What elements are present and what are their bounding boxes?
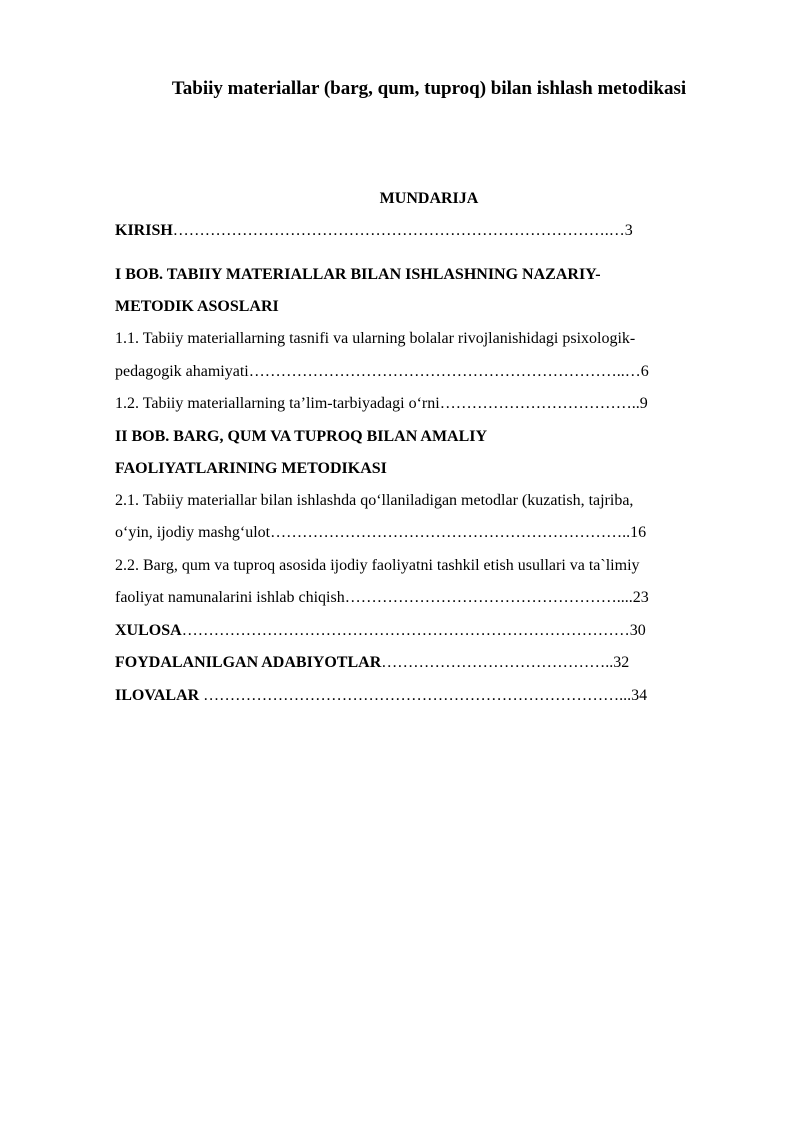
- toc-entry-label: KIRISH: [115, 222, 173, 239]
- toc-entry-leader: …………………………………………………………………………30: [181, 622, 646, 639]
- toc-entry-label: XULOSA: [115, 622, 182, 639]
- toc-entry-appendices: [115, 685, 647, 707]
- toc-section-2-2-line-1: 2.2. Barg, qum va tuproq asosida ijodiy faoliyatni tashkil etish usullari va ta`limiy: [115, 557, 640, 574]
- toc-section-1-1-line-1: 1.1. Tabiiy materiallarning tasnifi va ularning bolalar rivojlanishidagi psixologik-: [115, 330, 636, 347]
- toc-section-2-2-line-2: faoliyat namunalarini ishlab chiqish……………………………………………....23: [115, 589, 649, 606]
- toc-heading: MUNDARIJA: [379, 190, 479, 207]
- document-title: Tabiiy materiallar (barg, qum, tuproq) bilan ishlash metodikasi: [171, 78, 687, 99]
- toc-entry-leader: ……………………………………………………………………...34: [199, 687, 648, 704]
- toc-section-1-1-line-2: pedagogik ahamiyati……………………………………………………………..…6: [115, 363, 649, 380]
- toc-chapter-2-line-2: FAOLIYATLARINING METODIKASI: [115, 460, 387, 477]
- toc-chapter-1-line-1: I BOB. TABIIY MATERIALLAR BILAN ISHLASHNING NAZARIY-: [115, 266, 601, 283]
- toc-entry-label: ILOVALAR: [115, 687, 200, 704]
- toc-section-1-2: 1.2. Tabiiy materiallarning ta’lim-tarbiyadagi o‘rni………………………………..9: [115, 395, 648, 412]
- toc-entry-leader: ……………………………………………………………………….…3: [172, 222, 633, 239]
- toc-section-2-1-line-2: o‘yin, ijodiy mashg‘ulot…………………………………………………………..16: [115, 524, 647, 541]
- toc-entry-leader: ……………………………………..32: [381, 654, 630, 671]
- toc-entry-label: FOYDALANILGAN ADABIYOTLAR: [115, 654, 382, 671]
- toc-entry-kirish: [115, 220, 633, 242]
- toc-chapter-1-line-2: METODIK ASOSLARI: [115, 298, 279, 315]
- toc-chapter-2-line-1: II BOB. BARG, QUM VA TUPROQ BILAN AMALIY: [115, 428, 488, 445]
- toc-entry-xulosa: [115, 620, 646, 642]
- toc-entry-references: [115, 652, 629, 674]
- toc-section-2-1-line-1: 2.1. Tabiiy materiallar bilan ishlashda qo‘llaniladigan metodlar (kuzatish, tajriba,: [115, 492, 634, 509]
